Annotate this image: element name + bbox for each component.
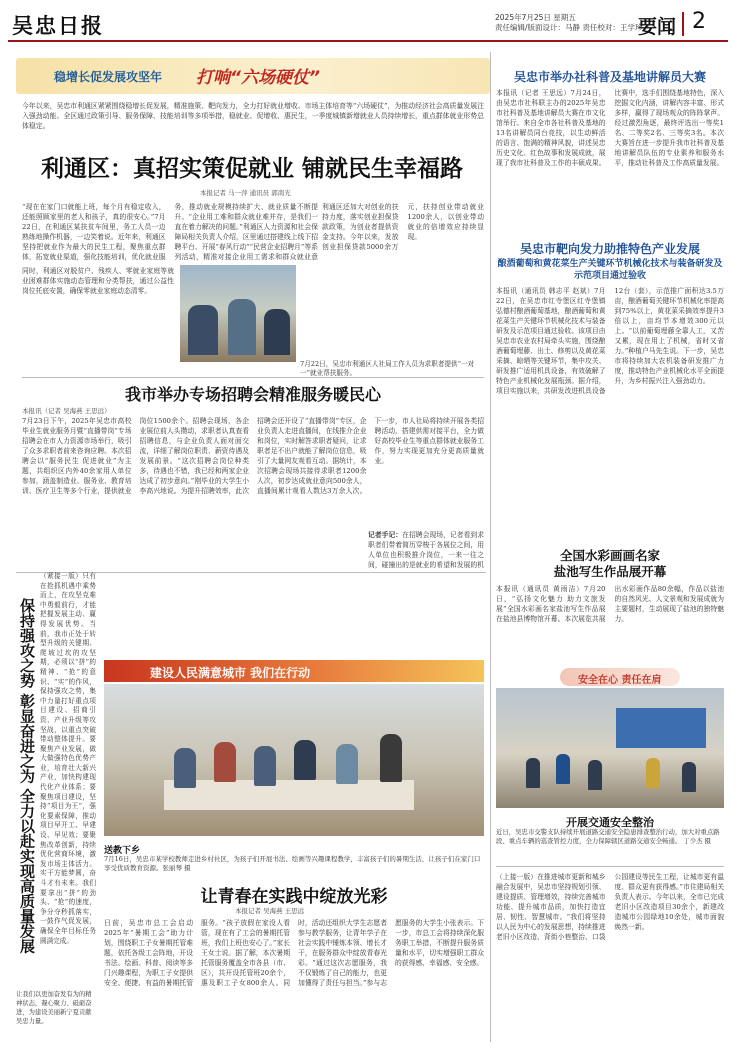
section-name: 要闻 <box>638 16 677 38</box>
right-subheadline-2: 酿酒葡萄和黄花菜生产关键环节机械化技术与装备研发及示范项目通过验收 <box>497 259 723 281</box>
lead-intro: 今年以来，吴忠市利通区紧紧围绕稳增长促发展，精准施策、靶向发力，全力打好就业增收、市场主体培育等“六场硬仗”，为推动经济社会高质量发展注入强劲动能。全区通过政策引导、服务保障、技能培训等多项举措，稳就业、促增收、惠民生，一季度城镇新增就业人员持续增长，重点群体就业形势总体稳定。 <box>22 102 484 130</box>
lead-kicker: 稳增长促发展攻坚年 <box>54 70 163 84</box>
safety-photo[interactable] <box>496 688 724 808</box>
photo-table <box>164 780 414 810</box>
right-body-1: 本报讯（记者 王思远）7月24日，由吴忠市社科联主办的2025年吴忠市社科普及基地讲解员大赛在市文化馆举行。来自全市各社科普及基地的13名讲解员同台竞技，以生动鲜活的语言、饱满的精神风貌，讲述吴忠历史文化、红色故事和发展成就，展现了我市社科普及工作的丰硕成果。比赛中，选手们围绕基地特色，深入挖掘文化内涵，讲解内容丰富、形式多样，赢得了现场观众的阵阵掌声。经过激烈角逐，最终评选出一等奖1名、二等奖2名、三等奖3名。本次大赛旨在进一步提升我市社科普及基地讲解员队伍的专业素养和服务水平，推动社科普及工作高质量发展。 <box>496 89 724 167</box>
commentary-tail: 让我们以更加奋发有为的精神状态，凝心聚力、砥砺奋进，为建设美丽新宁夏贡献吴忠力量。 <box>16 991 92 1025</box>
safety-headline[interactable]: 开展交通安全整治 <box>566 816 654 829</box>
recruit-byline: 本报讯（记者 吴海燕 王思远） <box>22 407 111 415</box>
photo-person <box>336 744 358 784</box>
lead-byline: 本报记者 马一萍 通讯员 郭南光 <box>200 189 291 197</box>
date-line: 2025年7月25日 星期五 <box>495 13 576 22</box>
lead-body-right: 利通区还加大对创业的扶持力度，落实创业担保贷款政策，为创业者提供资金支持。今年以来，发放创业担保贷款5000余万元，扶持创业带动就业1200余人，以创业带动就业的倍增效应持续显现。 <box>322 203 484 251</box>
recruit-note-text: 在招聘会现场，记者看到求职者们带着简历穿梭于各展位之间，用人单位也积极推介岗位，一来一往之间，碰撞出的是就业的希望和发展的机 <box>368 531 484 569</box>
feature-photo-caption: 7月16日，吴忠市某学校教师走进乡村社区，为孩子们开展书法、绘画等兴趣课程教学，丰富孩子们的暑期生活，让孩子们在家门口享受优质教育资源。张丽琴 摄 <box>104 855 481 872</box>
masthead-divider <box>682 12 684 36</box>
photo-person <box>254 746 276 786</box>
recruit-note <box>368 530 484 570</box>
page-number: 2 <box>692 9 706 34</box>
feature-banner-text: 建设人民满意城市 我们在行动 <box>150 666 311 680</box>
photo-person <box>526 758 540 788</box>
lead-body-short: 同时，利通区对脱贫户、残疾人、零就业家庭等就业困难群体实施动态管理和分类帮扶，通过公益性岗位托底安置，确保零就业家庭动态清零。 <box>22 267 174 295</box>
recruit-headline[interactable]: 我市举办专场招聘会精准服务暖民心 <box>124 385 381 404</box>
column-rule <box>490 52 491 1042</box>
section-rule <box>496 866 724 867</box>
bottom-byline: 本报记者 吴海燕 王思远 <box>235 907 305 915</box>
bottom-body: 日前，吴忠市总工会启动2025年“暑期工会”助力计划，围绕职工子女暑期托管难题，依托各级工会阵地，开设书法、绘画、科普、阅读等多门兴趣课程，为职工子女提供安全、便捷、有益的暑期托管服务。“孩子放假在家没人看管，现在有了工会的暑期托管班，我们上班也安心了。”家长王女士说。据了解，本次暑期托管服务覆盖全市各县（市、区），共开设托管班20余个，惠及职工子女800余人。同时，活动还组织大学生志愿者参与教学服务，让青年学子在社会实践中锤炼本领、增长才干，在服务群众中绽放青春光彩。“通过这次志愿服务，我不仅锻炼了自己的能力，也更加懂得了责任与担当。”参与志愿服务的大学生小张表示。下一步，市总工会将持续深化服务职工举措，不断提升服务质量和水平，切实增强职工群众的获得感、幸福感、安全感。 <box>104 919 484 987</box>
section-rule <box>22 377 484 378</box>
bottom-headline[interactable]: 让青春在实践中绽放光彩 <box>200 887 388 907</box>
feature-photo[interactable] <box>104 684 484 836</box>
recruit-body: 7月23日下午，2025年吴忠市高校毕业生就业服务月暨“直播带岗”专场招聘会在市人力资源市场举行，吸引了众多求职者前来咨询应聘。本次招聘会以“服务民生 促进就业”为主题，共组织区内外40余家用人单位参加，涵盖制造业、服务业、教育培训、医疗卫生等多个行业，提供就业岗位1500余个。招聘会现场，各企业展位前人头攒动，求职者认真查看招聘信息，与企业负责人面对面交流，详细了解岗位职责、薪资待遇及发展前景。“这次招聘会岗位种类多，待遇也不错，我已经和两家企业达成了初步意向。”刚毕业的大学生小李高兴地说。为提升招聘效率，此次招聘会还开设了“直播带岗”专区，企业负责人走进直播间，在线推介企业和岗位，实时解答求职者疑问，让求职者足不出户就能了解岗位信息，吸引了大量网友观看互动。据统计，本次招聘会现场共接待求职者1200余人次，初步达成就业意向500余人，直播间累计观看人数达3万余人次。下一步，市人社局将持续开展各类招聘活动，搭建供需对接平台，全力做好高校毕业生等重点群体就业服务工作，努力实现更加充分更高质量就业。 <box>22 417 484 495</box>
photo-tent <box>616 708 706 748</box>
photo-person <box>228 299 256 355</box>
masthead <box>8 8 728 42</box>
photo-person <box>188 305 218 355</box>
right-headline-3[interactable]: 全国水彩画画名家 盐池写生作品展开幕 <box>553 548 667 579</box>
lead-kicker-highlight: 打响“六场硬仗” <box>196 68 320 88</box>
commentary-body: （紧接一版）只有在抢抓机遇中乘势而上，在攻坚克难中勇毅前行，才能把握发展主动、赢得发展优势。当前，我市正处于转型升级的关键期、爬坡过坎的攻坚期，必须以“拼”的精神、“抢”的意识、“实”的作风，保持强攻之势，集中力量打好重点项目建设、招商引资、产业升级等攻坚战，以重点突破带动整体提升。要聚焦产业发展，做大做强特色优势产业，培育壮大新兴产业，加快构建现代化产业体系；要聚焦项目建设，坚持“项目为王”，强化要素保障，推动项目早开工、早建设、早见效；要聚焦改革创新，持续优化营商环境，激发市场主体活力。实干方能梦圆，奋斗才有未来。我们要拿出“拼”的劲头、“抢”的速度，争分夺秒抓落实，一鼓作气促发展，确保全年目标任务圆满完成。 <box>40 572 96 945</box>
safety-banner-text: 安全在心 责任在肩 <box>578 675 662 686</box>
lead-headline[interactable]: 利通区：真招实策促就业 铺就民生幸福路 <box>40 156 463 182</box>
photo-person <box>588 760 602 790</box>
photo-person <box>294 740 316 780</box>
lead-photo-caption: 7月22日，吴忠市利通区人社局工作人员为求职者提供“一对一”就业帮扶服务。 <box>300 360 475 377</box>
feature-photo-title: 送教下乡 <box>104 846 141 856</box>
photo-person <box>646 758 660 788</box>
photo-person <box>682 762 696 792</box>
paper-name: 吴忠日报 <box>12 13 104 38</box>
editor-line: 责任编辑/版面设计：马静 责任校对：王学珍 <box>495 23 643 32</box>
right-headline-2[interactable]: 吴忠市靶向发力助推特色产业发展 <box>519 242 700 256</box>
lead-body: “现在在家门口就能上班，每个月有稳定收入，还能照顾家里的老人和孩子，真的很安心。”7月22日，在利通区某扶贫车间里，务工人员一边熟练地操作机器，一边笑着说。近年来，利通区坚持把就业作为最大的民生工程，聚焦重点群体，拓宽就业渠道，强化技能培训，优化就业服务，推动就业规模持续扩大、就业质量不断提升。“企业用工难和群众就业难并存，是我们一直在着力解决的问题。”利通区人力资源和社会保障局相关负责人介绍，区里通过搭建线上线下招聘平台、开展“春风行动”“民营企业招聘月”等系列活动，精准对接企业用工需求和群众就业意 <box>22 203 318 261</box>
right-body-5: （上接一版）在推进城市更新和城乡融合发展中，吴忠市坚持规划引领、建设提质、管理增效，持续完善城市功能、提升城市品质，加快打造宜居、韧性、智慧城市。“我们将坚持以人民为中心的发展思想，持续推进老旧小区改造、背街小巷整治、口袋公园建设等民生工程，让城市更有温度、群众更有获得感。”市住建局相关负责人表示。今年以来，全市已完成老旧小区改造项目30余个，新建改造城市公园绿地10余处，城市面貌焕然一新。 <box>496 873 724 941</box>
photo-person <box>214 742 236 782</box>
photo-person <box>556 754 570 784</box>
right-headline-1[interactable]: 吴忠市举办社科普及基地讲解员大赛 <box>513 70 706 84</box>
photo-person <box>380 734 402 782</box>
safety-caption: 近日，吴忠市交警支队持续开展道路交通安全隐患排查整治行动，加大对重点路段、重点车辆的巡查管控力度，全力保障辖区道路交通安全畅通。 丁少杰 摄 <box>496 828 720 845</box>
photo-person <box>264 309 290 355</box>
commentary-headline[interactable]: 保持强攻之势 彰显奋进之为 全力以赴实现高质量发展 <box>18 598 36 954</box>
photo-person <box>174 748 196 788</box>
right-body-2: 本报讯（通讯员 韩志平 赵斌）7月22日，在吴忠市红寺堡区红寺堡镇弘德村酿酒葡萄基地，酿酒葡萄和黄花菜生产关键环节机械化技术与装备研发及示范项目通过验收。该项目由吴忠市农业农村局牵头实施，围绕酿酒葡萄埋藤、出土、修剪以及黄花菜采摘、晾晒等关键环节，集中攻关、研发推广适用机具设备，有效破解了特色产业机械化发展瓶颈。据介绍，项目实施以来，共研发改进机具设备12台（套），示范推广面积达3.5万亩，酿酒葡萄关键环节机械化率提高到75%以上，黄花菜采摘效率提升3倍以上，亩均节本增效300元以上。“以前葡萄埋藤全靠人工，又苦又累，现在用上了机械，省时又省力。”种植户马先生说。下一步，吴忠市将持续加大农机装备研发推广力度，推动特色产业机械化水平全面提升，为乡村振兴注入强劲动力。 <box>496 287 724 395</box>
date-line-block <box>495 13 642 33</box>
lead-photo[interactable] <box>180 265 296 362</box>
right-body-3: 本报讯（通讯员 黄雨洁）7月20日，“弘扬文化魅力 助力文旅发展”全国水彩画名家盐池写生作品展在盐池县博物馆开幕。本次展览共展出水彩画作品80余幅，作品以盐池的自然风光、人文景观和发展成就为主要题材，生动展现了盐池的独特魅力。 <box>496 585 724 623</box>
recruit-note-label: 记者手记： <box>368 531 403 539</box>
